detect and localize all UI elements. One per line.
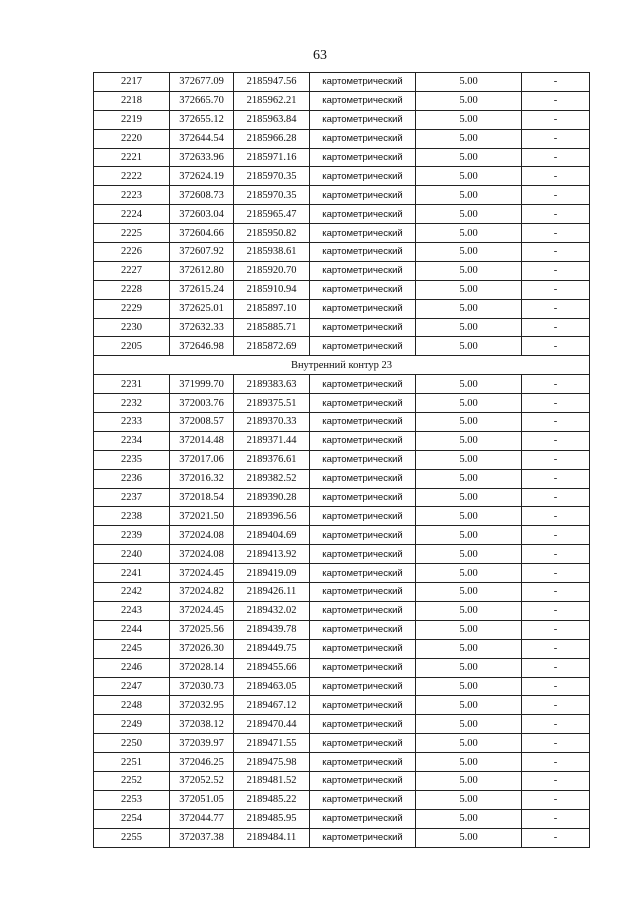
precision-cell: 5.00 [416, 167, 522, 186]
point-number-cell: 2242 [94, 583, 170, 602]
precision-cell: 5.00 [416, 91, 522, 110]
method-cell: картометрический [310, 715, 416, 734]
x-coordinate-cell: 372052.52 [170, 771, 234, 790]
x-coordinate-cell: 372017.06 [170, 450, 234, 469]
method-cell: картометрический [310, 450, 416, 469]
note-cell: - [522, 809, 590, 828]
point-number-cell: 2222 [94, 167, 170, 186]
point-number-cell: 2247 [94, 677, 170, 696]
y-coordinate-cell: 2185965.47 [234, 205, 310, 224]
method-cell: картометрический [310, 469, 416, 488]
precision-cell: 5.00 [416, 450, 522, 469]
table-row [94, 753, 590, 772]
table-row [94, 715, 590, 734]
note-cell: - [522, 167, 590, 186]
method-cell: картометрический [310, 790, 416, 809]
table-row [94, 526, 590, 545]
y-coordinate-cell: 2189481.52 [234, 771, 310, 790]
table-row [94, 696, 590, 715]
table-row [94, 148, 590, 167]
precision-cell: 5.00 [416, 526, 522, 545]
note-cell: - [522, 734, 590, 753]
method-cell: картометрический [310, 167, 416, 186]
precision-cell: 5.00 [416, 205, 522, 224]
method-cell: картометрический [310, 243, 416, 262]
table-row [94, 583, 590, 602]
point-number-cell: 2220 [94, 129, 170, 148]
x-coordinate-cell: 372003.76 [170, 394, 234, 413]
point-number-cell: 2225 [94, 224, 170, 243]
y-coordinate-cell: 2189396.56 [234, 507, 310, 526]
precision-cell: 5.00 [416, 261, 522, 280]
method-cell: картометрический [310, 413, 416, 432]
note-cell: - [522, 583, 590, 602]
point-number-cell: 2240 [94, 545, 170, 564]
y-coordinate-cell: 2189432.02 [234, 601, 310, 620]
method-cell: картометрический [310, 488, 416, 507]
precision-cell: 5.00 [416, 243, 522, 262]
note-cell: - [522, 601, 590, 620]
table-row [94, 564, 590, 583]
note-cell: - [522, 696, 590, 715]
table-row [94, 261, 590, 280]
method-cell: картометрический [310, 771, 416, 790]
table-row [94, 545, 590, 564]
x-coordinate-cell: 372028.14 [170, 658, 234, 677]
note-cell: - [522, 318, 590, 337]
method-cell: картометрический [310, 828, 416, 847]
y-coordinate-cell: 2189371.44 [234, 431, 310, 450]
y-coordinate-cell: 2185910.94 [234, 280, 310, 299]
method-cell: картометрический [310, 205, 416, 224]
table-row [94, 677, 590, 696]
table-row [94, 167, 590, 186]
precision-cell: 5.00 [416, 469, 522, 488]
method-cell: картометрический [310, 337, 416, 356]
note-cell: - [522, 677, 590, 696]
precision-cell: 5.00 [416, 413, 522, 432]
table-row [94, 431, 590, 450]
method-cell: картометрический [310, 734, 416, 753]
x-coordinate-cell: 372024.08 [170, 545, 234, 564]
precision-cell: 5.00 [416, 639, 522, 658]
x-coordinate-cell: 372016.32 [170, 469, 234, 488]
point-number-cell: 2239 [94, 526, 170, 545]
point-number-cell: 2249 [94, 715, 170, 734]
note-cell: - [522, 73, 590, 92]
method-cell: картометрический [310, 639, 416, 658]
note-cell: - [522, 224, 590, 243]
point-number-cell: 2232 [94, 394, 170, 413]
y-coordinate-cell: 2189484.11 [234, 828, 310, 847]
point-number-cell: 2231 [94, 375, 170, 394]
note-cell: - [522, 337, 590, 356]
precision-cell: 5.00 [416, 129, 522, 148]
note-cell: - [522, 469, 590, 488]
y-coordinate-cell: 2189375.51 [234, 394, 310, 413]
table-row [94, 186, 590, 205]
method-cell: картометрический [310, 394, 416, 413]
note-cell: - [522, 450, 590, 469]
point-number-cell: 2248 [94, 696, 170, 715]
x-coordinate-cell: 372024.45 [170, 564, 234, 583]
table-row [94, 413, 590, 432]
y-coordinate-cell: 2185970.35 [234, 186, 310, 205]
y-coordinate-cell: 2189419.09 [234, 564, 310, 583]
precision-cell: 5.00 [416, 507, 522, 526]
x-coordinate-cell: 372646.98 [170, 337, 234, 356]
point-number-cell: 2228 [94, 280, 170, 299]
x-coordinate-cell: 372665.70 [170, 91, 234, 110]
method-cell: картометрический [310, 526, 416, 545]
x-coordinate-cell: 372046.25 [170, 753, 234, 772]
y-coordinate-cell: 2189475.98 [234, 753, 310, 772]
x-coordinate-cell: 372039.97 [170, 734, 234, 753]
y-coordinate-cell: 2189439.78 [234, 620, 310, 639]
precision-cell: 5.00 [416, 734, 522, 753]
method-cell: картометрический [310, 224, 416, 243]
y-coordinate-cell: 2185885.71 [234, 318, 310, 337]
point-number-cell: 2233 [94, 413, 170, 432]
point-number-cell: 2227 [94, 261, 170, 280]
point-number-cell: 2246 [94, 658, 170, 677]
x-coordinate-cell: 372677.09 [170, 73, 234, 92]
x-coordinate-cell: 372025.56 [170, 620, 234, 639]
precision-cell: 5.00 [416, 620, 522, 639]
method-cell: картометрический [310, 261, 416, 280]
precision-cell: 5.00 [416, 828, 522, 847]
precision-cell: 5.00 [416, 375, 522, 394]
x-coordinate-cell: 372032.95 [170, 696, 234, 715]
precision-cell: 5.00 [416, 809, 522, 828]
y-coordinate-cell: 2189426.11 [234, 583, 310, 602]
y-coordinate-cell: 2185950.82 [234, 224, 310, 243]
precision-cell: 5.00 [416, 394, 522, 413]
method-cell: картометрический [310, 431, 416, 450]
method-cell: картометрический [310, 696, 416, 715]
point-number-cell: 2250 [94, 734, 170, 753]
table-row [94, 450, 590, 469]
x-coordinate-cell: 372024.45 [170, 601, 234, 620]
precision-cell: 5.00 [416, 545, 522, 564]
y-coordinate-cell: 2189376.61 [234, 450, 310, 469]
precision-cell: 5.00 [416, 110, 522, 129]
method-cell: картометрический [310, 753, 416, 772]
table-row [94, 337, 590, 356]
y-coordinate-cell: 2185963.84 [234, 110, 310, 129]
precision-cell: 5.00 [416, 677, 522, 696]
note-cell: - [522, 507, 590, 526]
note-cell: - [522, 526, 590, 545]
table-row [94, 280, 590, 299]
y-coordinate-cell: 2185962.21 [234, 91, 310, 110]
point-number-cell: 2255 [94, 828, 170, 847]
note-cell: - [522, 715, 590, 734]
table-row [94, 809, 590, 828]
precision-cell: 5.00 [416, 148, 522, 167]
precision-cell: 5.00 [416, 186, 522, 205]
note-cell: - [522, 639, 590, 658]
precision-cell: 5.00 [416, 583, 522, 602]
precision-cell: 5.00 [416, 299, 522, 318]
table-row [94, 771, 590, 790]
coordinates-table [93, 72, 590, 848]
precision-cell: 5.00 [416, 658, 522, 677]
y-coordinate-cell: 2189463.05 [234, 677, 310, 696]
method-cell: картометрический [310, 91, 416, 110]
y-coordinate-cell: 2185966.28 [234, 129, 310, 148]
section-title: Внутренний контур 23 [94, 356, 590, 375]
point-number-cell: 2244 [94, 620, 170, 639]
table-row [94, 73, 590, 92]
y-coordinate-cell: 2189467.12 [234, 696, 310, 715]
method-cell: картометрический [310, 601, 416, 620]
y-coordinate-cell: 2185970.35 [234, 167, 310, 186]
precision-cell: 5.00 [416, 601, 522, 620]
point-number-cell: 2217 [94, 73, 170, 92]
y-coordinate-cell: 2189404.69 [234, 526, 310, 545]
point-number-cell: 2224 [94, 205, 170, 224]
table-row [94, 734, 590, 753]
precision-cell: 5.00 [416, 224, 522, 243]
precision-cell: 5.00 [416, 280, 522, 299]
point-number-cell: 2251 [94, 753, 170, 772]
x-coordinate-cell: 371999.70 [170, 375, 234, 394]
x-coordinate-cell: 372612.80 [170, 261, 234, 280]
method-cell: картометрический [310, 545, 416, 564]
note-cell: - [522, 431, 590, 450]
y-coordinate-cell: 2185897.10 [234, 299, 310, 318]
note-cell: - [522, 564, 590, 583]
note-cell: - [522, 243, 590, 262]
point-number-cell: 2235 [94, 450, 170, 469]
note-cell: - [522, 394, 590, 413]
y-coordinate-cell: 2189390.28 [234, 488, 310, 507]
x-coordinate-cell: 372026.30 [170, 639, 234, 658]
x-coordinate-cell: 372018.54 [170, 488, 234, 507]
point-number-cell: 2238 [94, 507, 170, 526]
point-number-cell: 2226 [94, 243, 170, 262]
note-cell: - [522, 91, 590, 110]
precision-cell: 5.00 [416, 771, 522, 790]
x-coordinate-cell: 372037.38 [170, 828, 234, 847]
x-coordinate-cell: 372014.48 [170, 431, 234, 450]
table-row [94, 224, 590, 243]
y-coordinate-cell: 2189485.22 [234, 790, 310, 809]
table-row [94, 828, 590, 847]
precision-cell: 5.00 [416, 73, 522, 92]
precision-cell: 5.00 [416, 753, 522, 772]
method-cell: картометрический [310, 564, 416, 583]
page-number: 63 [313, 48, 327, 63]
x-coordinate-cell: 372024.82 [170, 583, 234, 602]
note-cell: - [522, 280, 590, 299]
table-row [94, 639, 590, 658]
note-cell: - [522, 299, 590, 318]
method-cell: картометрический [310, 809, 416, 828]
x-coordinate-cell: 372603.04 [170, 205, 234, 224]
table-row [94, 507, 590, 526]
method-cell: картометрический [310, 129, 416, 148]
table-row [94, 129, 590, 148]
x-coordinate-cell: 372021.50 [170, 507, 234, 526]
note-cell: - [522, 545, 590, 564]
x-coordinate-cell: 372624.19 [170, 167, 234, 186]
y-coordinate-cell: 2189449.75 [234, 639, 310, 658]
point-number-cell: 2230 [94, 318, 170, 337]
table-row [94, 790, 590, 809]
method-cell: картометрический [310, 299, 416, 318]
y-coordinate-cell: 2189485.95 [234, 809, 310, 828]
note-cell: - [522, 658, 590, 677]
method-cell: картометрический [310, 375, 416, 394]
point-number-cell: 2223 [94, 186, 170, 205]
method-cell: картометрический [310, 186, 416, 205]
table-row [94, 620, 590, 639]
point-number-cell: 2241 [94, 564, 170, 583]
table-row [94, 394, 590, 413]
note-cell: - [522, 110, 590, 129]
x-coordinate-cell: 372038.12 [170, 715, 234, 734]
method-cell: картометрический [310, 280, 416, 299]
table-row [94, 658, 590, 677]
point-number-cell: 2236 [94, 469, 170, 488]
table-row [94, 91, 590, 110]
note-cell: - [522, 790, 590, 809]
x-coordinate-cell: 372632.33 [170, 318, 234, 337]
note-cell: - [522, 205, 590, 224]
method-cell: картометрический [310, 583, 416, 602]
point-number-cell: 2221 [94, 148, 170, 167]
method-cell: картометрический [310, 620, 416, 639]
x-coordinate-cell: 372633.96 [170, 148, 234, 167]
y-coordinate-cell: 2185920.70 [234, 261, 310, 280]
x-coordinate-cell: 372008.57 [170, 413, 234, 432]
point-number-cell: 2234 [94, 431, 170, 450]
precision-cell: 5.00 [416, 337, 522, 356]
x-coordinate-cell: 372615.24 [170, 280, 234, 299]
note-cell: - [522, 375, 590, 394]
point-number-cell: 2245 [94, 639, 170, 658]
x-coordinate-cell: 372044.77 [170, 809, 234, 828]
note-cell: - [522, 413, 590, 432]
precision-cell: 5.00 [416, 318, 522, 337]
table-row [94, 469, 590, 488]
note-cell: - [522, 488, 590, 507]
note-cell: - [522, 753, 590, 772]
x-coordinate-cell: 372604.66 [170, 224, 234, 243]
method-cell: картометрический [310, 110, 416, 129]
y-coordinate-cell: 2189370.33 [234, 413, 310, 432]
point-number-cell: 2253 [94, 790, 170, 809]
point-number-cell: 2252 [94, 771, 170, 790]
y-coordinate-cell: 2189383.63 [234, 375, 310, 394]
table-row [94, 299, 590, 318]
table-row [94, 488, 590, 507]
table-row [94, 601, 590, 620]
point-number-cell: 2229 [94, 299, 170, 318]
y-coordinate-cell: 2189413.92 [234, 545, 310, 564]
note-cell: - [522, 261, 590, 280]
method-cell: картометрический [310, 148, 416, 167]
y-coordinate-cell: 2189382.52 [234, 469, 310, 488]
x-coordinate-cell: 372644.54 [170, 129, 234, 148]
point-number-cell: 2243 [94, 601, 170, 620]
y-coordinate-cell: 2189455.66 [234, 658, 310, 677]
note-cell: - [522, 186, 590, 205]
note-cell: - [522, 620, 590, 639]
point-number-cell: 2237 [94, 488, 170, 507]
x-coordinate-cell: 372024.08 [170, 526, 234, 545]
point-number-cell: 2219 [94, 110, 170, 129]
y-coordinate-cell: 2185872.69 [234, 337, 310, 356]
x-coordinate-cell: 372051.05 [170, 790, 234, 809]
method-cell: картометрический [310, 658, 416, 677]
x-coordinate-cell: 372608.73 [170, 186, 234, 205]
precision-cell: 5.00 [416, 488, 522, 507]
table-row [94, 110, 590, 129]
note-cell: - [522, 148, 590, 167]
point-number-cell: 2205 [94, 337, 170, 356]
point-number-cell: 2254 [94, 809, 170, 828]
note-cell: - [522, 828, 590, 847]
point-number-cell: 2218 [94, 91, 170, 110]
y-coordinate-cell: 2189470.44 [234, 715, 310, 734]
method-cell: картометрический [310, 677, 416, 696]
y-coordinate-cell: 2185971.16 [234, 148, 310, 167]
y-coordinate-cell: 2189471.55 [234, 734, 310, 753]
x-coordinate-cell: 372030.73 [170, 677, 234, 696]
note-cell: - [522, 129, 590, 148]
x-coordinate-cell: 372655.12 [170, 110, 234, 129]
table-row [94, 205, 590, 224]
precision-cell: 5.00 [416, 696, 522, 715]
table-row [94, 375, 590, 394]
section-header-row [94, 356, 590, 375]
x-coordinate-cell: 372607.92 [170, 243, 234, 262]
y-coordinate-cell: 2185947.56 [234, 73, 310, 92]
note-cell: - [522, 771, 590, 790]
precision-cell: 5.00 [416, 564, 522, 583]
method-cell: картометрический [310, 507, 416, 526]
precision-cell: 5.00 [416, 790, 522, 809]
table-row [94, 318, 590, 337]
precision-cell: 5.00 [416, 715, 522, 734]
precision-cell: 5.00 [416, 431, 522, 450]
x-coordinate-cell: 372625.01 [170, 299, 234, 318]
method-cell: картометрический [310, 73, 416, 92]
y-coordinate-cell: 2185938.61 [234, 243, 310, 262]
method-cell: картометрический [310, 318, 416, 337]
table-row [94, 243, 590, 262]
